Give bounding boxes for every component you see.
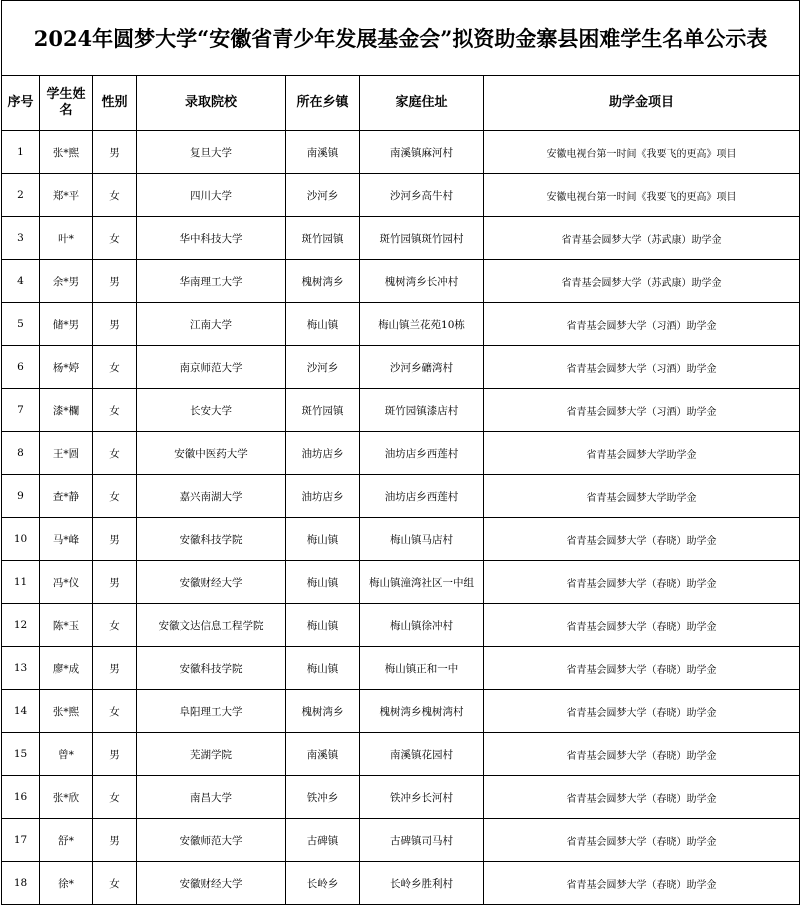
table-row bbox=[2, 690, 800, 733]
cell-town: 梅山镇 bbox=[286, 518, 360, 561]
cell-project: 省青基会圆梦大学（春晓）助学金 bbox=[484, 561, 800, 604]
cell-project: 省青基会圆梦大学助学金 bbox=[484, 475, 800, 518]
cell-project: 省青基会圆梦大学（春晓）助学金 bbox=[484, 819, 800, 862]
cell-address: 铁冲乡长河村 bbox=[360, 776, 484, 819]
cell-gender: 女 bbox=[93, 389, 137, 432]
cell-name: 张*欣 bbox=[40, 776, 93, 819]
cell-town: 梅山镇 bbox=[286, 561, 360, 604]
cell-name: 徐* bbox=[40, 862, 93, 905]
cell-gender: 女 bbox=[93, 432, 137, 475]
cell-address: 古碑镇司马村 bbox=[360, 819, 484, 862]
table-row bbox=[2, 776, 800, 819]
cell-address: 斑竹园镇漆店村 bbox=[360, 389, 484, 432]
cell-address: 油坊店乡西莲村 bbox=[360, 475, 484, 518]
cell-gender: 男 bbox=[93, 647, 137, 690]
table-row bbox=[2, 131, 800, 174]
cell-college: 华南理工大学 bbox=[137, 260, 286, 303]
table-row bbox=[2, 862, 800, 905]
cell-address: 梅山镇兰花苑10栋 bbox=[360, 303, 484, 346]
cell-college: 江南大学 bbox=[137, 303, 286, 346]
cell-name: 陈*玉 bbox=[40, 604, 93, 647]
cell-address: 油坊店乡西莲村 bbox=[360, 432, 484, 475]
table-row bbox=[2, 432, 800, 475]
cell-seq: 17 bbox=[2, 819, 40, 862]
cell-gender: 女 bbox=[93, 862, 137, 905]
cell-name: 马*峰 bbox=[40, 518, 93, 561]
cell-name: 张*熙 bbox=[40, 690, 93, 733]
cell-project: 省青基会圆梦大学（春晓）助学金 bbox=[484, 733, 800, 776]
cell-college: 长安大学 bbox=[137, 389, 286, 432]
cell-project: 安徽电视台第一时间《我要飞的更高》项目 bbox=[484, 174, 800, 217]
cell-name: 叶* bbox=[40, 217, 93, 260]
cell-college: 安徽科技学院 bbox=[137, 518, 286, 561]
cell-college: 华中科技大学 bbox=[137, 217, 286, 260]
cell-seq: 6 bbox=[2, 346, 40, 389]
header-town: 所在乡镇 bbox=[286, 76, 360, 131]
cell-name: 廖*成 bbox=[40, 647, 93, 690]
cell-address: 梅山镇潼湾社区一中组 bbox=[360, 561, 484, 604]
cell-town: 长岭乡 bbox=[286, 862, 360, 905]
cell-address: 梅山镇马店村 bbox=[360, 518, 484, 561]
cell-seq: 10 bbox=[2, 518, 40, 561]
cell-project: 省青基会圆梦大学助学金 bbox=[484, 432, 800, 475]
cell-gender: 男 bbox=[93, 131, 137, 174]
cell-seq: 9 bbox=[2, 475, 40, 518]
cell-town: 梅山镇 bbox=[286, 303, 360, 346]
table-row bbox=[2, 561, 800, 604]
cell-name: 储*男 bbox=[40, 303, 93, 346]
cell-project: 省青基会圆梦大学（习酒）助学金 bbox=[484, 346, 800, 389]
cell-college: 芜湖学院 bbox=[137, 733, 286, 776]
cell-name: 王*圆 bbox=[40, 432, 93, 475]
cell-town: 油坊店乡 bbox=[286, 475, 360, 518]
cell-college: 嘉兴南湖大学 bbox=[137, 475, 286, 518]
cell-name: 冯*仪 bbox=[40, 561, 93, 604]
cell-name: 杨*婷 bbox=[40, 346, 93, 389]
cell-seq: 14 bbox=[2, 690, 40, 733]
cell-project: 省青基会圆梦大学（春晓）助学金 bbox=[484, 690, 800, 733]
table-row bbox=[2, 303, 800, 346]
cell-seq: 5 bbox=[2, 303, 40, 346]
cell-town: 槐树湾乡 bbox=[286, 260, 360, 303]
cell-address: 槐树湾乡长冲村 bbox=[360, 260, 484, 303]
cell-town: 槐树湾乡 bbox=[286, 690, 360, 733]
header-row bbox=[2, 76, 800, 131]
cell-gender: 男 bbox=[93, 260, 137, 303]
cell-name: 张*熙 bbox=[40, 131, 93, 174]
cell-address: 梅山镇正和一中 bbox=[360, 647, 484, 690]
cell-seq: 7 bbox=[2, 389, 40, 432]
cell-address: 槐树湾乡槐树湾村 bbox=[360, 690, 484, 733]
cell-college: 安徽中医药大学 bbox=[137, 432, 286, 475]
header-gender: 性别 bbox=[93, 76, 137, 131]
table-row bbox=[2, 647, 800, 690]
cell-name: 漆*欄 bbox=[40, 389, 93, 432]
header-seq: 序号 bbox=[2, 76, 40, 131]
page-title: 2024年圆梦大学“安徽省青少年发展基金会”拟资助金寨县困难学生名单公示表 bbox=[2, 1, 800, 76]
table-row bbox=[2, 819, 800, 862]
cell-seq: 18 bbox=[2, 862, 40, 905]
cell-name: 余*男 bbox=[40, 260, 93, 303]
cell-seq: 13 bbox=[2, 647, 40, 690]
cell-college: 安徽财经大学 bbox=[137, 561, 286, 604]
cell-gender: 男 bbox=[93, 518, 137, 561]
cell-college: 南京师范大学 bbox=[137, 346, 286, 389]
cell-college: 复旦大学 bbox=[137, 131, 286, 174]
cell-town: 油坊店乡 bbox=[286, 432, 360, 475]
cell-gender: 女 bbox=[93, 776, 137, 819]
cell-address: 南溪镇花园村 bbox=[360, 733, 484, 776]
cell-gender: 女 bbox=[93, 174, 137, 217]
cell-seq: 11 bbox=[2, 561, 40, 604]
cell-seq: 12 bbox=[2, 604, 40, 647]
cell-town: 斑竹园镇 bbox=[286, 389, 360, 432]
table-row bbox=[2, 346, 800, 389]
cell-college: 阜阳理工大学 bbox=[137, 690, 286, 733]
cell-address: 沙河乡礳湾村 bbox=[360, 346, 484, 389]
cell-project: 省青基会圆梦大学（春晓）助学金 bbox=[484, 518, 800, 561]
table-row bbox=[2, 260, 800, 303]
cell-gender: 女 bbox=[93, 217, 137, 260]
cell-town: 南溪镇 bbox=[286, 131, 360, 174]
header-address: 家庭住址 bbox=[360, 76, 484, 131]
table-row bbox=[2, 217, 800, 260]
cell-address: 长岭乡胜利村 bbox=[360, 862, 484, 905]
table-row bbox=[2, 604, 800, 647]
cell-seq: 16 bbox=[2, 776, 40, 819]
cell-project: 省青基会圆梦大学（春晓）助学金 bbox=[484, 776, 800, 819]
cell-name: 郑*平 bbox=[40, 174, 93, 217]
cell-town: 沙河乡 bbox=[286, 174, 360, 217]
cell-seq: 8 bbox=[2, 432, 40, 475]
cell-gender: 女 bbox=[93, 475, 137, 518]
cell-gender: 女 bbox=[93, 604, 137, 647]
header-name: 学生姓名 bbox=[40, 76, 93, 131]
cell-project: 省青基会圆梦大学（习酒）助学金 bbox=[484, 389, 800, 432]
table-row bbox=[2, 389, 800, 432]
cell-town: 梅山镇 bbox=[286, 647, 360, 690]
table-row bbox=[2, 174, 800, 217]
table-row bbox=[2, 518, 800, 561]
cell-college: 南昌大学 bbox=[137, 776, 286, 819]
cell-gender: 女 bbox=[93, 346, 137, 389]
cell-project: 省青基会圆梦大学（春晓）助学金 bbox=[484, 604, 800, 647]
cell-seq: 3 bbox=[2, 217, 40, 260]
cell-town: 斑竹园镇 bbox=[286, 217, 360, 260]
cell-address: 沙河乡高牛村 bbox=[360, 174, 484, 217]
cell-town: 梅山镇 bbox=[286, 604, 360, 647]
cell-gender: 男 bbox=[93, 561, 137, 604]
cell-project: 省青基会圆梦大学（习酒）助学金 bbox=[484, 303, 800, 346]
cell-project: 安徽电视台第一时间《我要飞的更高》项目 bbox=[484, 131, 800, 174]
header-college: 录取院校 bbox=[137, 76, 286, 131]
cell-college: 安徽科技学院 bbox=[137, 647, 286, 690]
cell-college: 四川大学 bbox=[137, 174, 286, 217]
cell-address: 梅山镇徐冲村 bbox=[360, 604, 484, 647]
cell-seq: 4 bbox=[2, 260, 40, 303]
cell-town: 古碑镇 bbox=[286, 819, 360, 862]
cell-college: 安徽师范大学 bbox=[137, 819, 286, 862]
cell-college: 安徽财经大学 bbox=[137, 862, 286, 905]
cell-gender: 男 bbox=[93, 303, 137, 346]
cell-address: 南溪镇麻河村 bbox=[360, 131, 484, 174]
cell-seq: 1 bbox=[2, 131, 40, 174]
cell-town: 沙河乡 bbox=[286, 346, 360, 389]
cell-college: 安徽文达信息工程学院 bbox=[137, 604, 286, 647]
student-list-table bbox=[1, 0, 800, 905]
table-row bbox=[2, 733, 800, 776]
cell-seq: 2 bbox=[2, 174, 40, 217]
cell-town: 铁冲乡 bbox=[286, 776, 360, 819]
table-row bbox=[2, 475, 800, 518]
cell-project: 省青基会圆梦大学（春晓）助学金 bbox=[484, 862, 800, 905]
cell-address: 斑竹园镇斑竹园村 bbox=[360, 217, 484, 260]
cell-seq: 15 bbox=[2, 733, 40, 776]
table-body bbox=[2, 131, 800, 905]
cell-project: 省青基会圆梦大学（春晓）助学金 bbox=[484, 647, 800, 690]
cell-name: 曾* bbox=[40, 733, 93, 776]
cell-gender: 男 bbox=[93, 819, 137, 862]
header-project: 助学金项目 bbox=[484, 76, 800, 131]
cell-name: 舒* bbox=[40, 819, 93, 862]
cell-project: 省青基会圆梦大学（苏武康）助学金 bbox=[484, 217, 800, 260]
cell-name: 查*静 bbox=[40, 475, 93, 518]
cell-gender: 女 bbox=[93, 690, 137, 733]
cell-project: 省青基会圆梦大学（苏武康）助学金 bbox=[484, 260, 800, 303]
cell-town: 南溪镇 bbox=[286, 733, 360, 776]
cell-gender: 男 bbox=[93, 733, 137, 776]
